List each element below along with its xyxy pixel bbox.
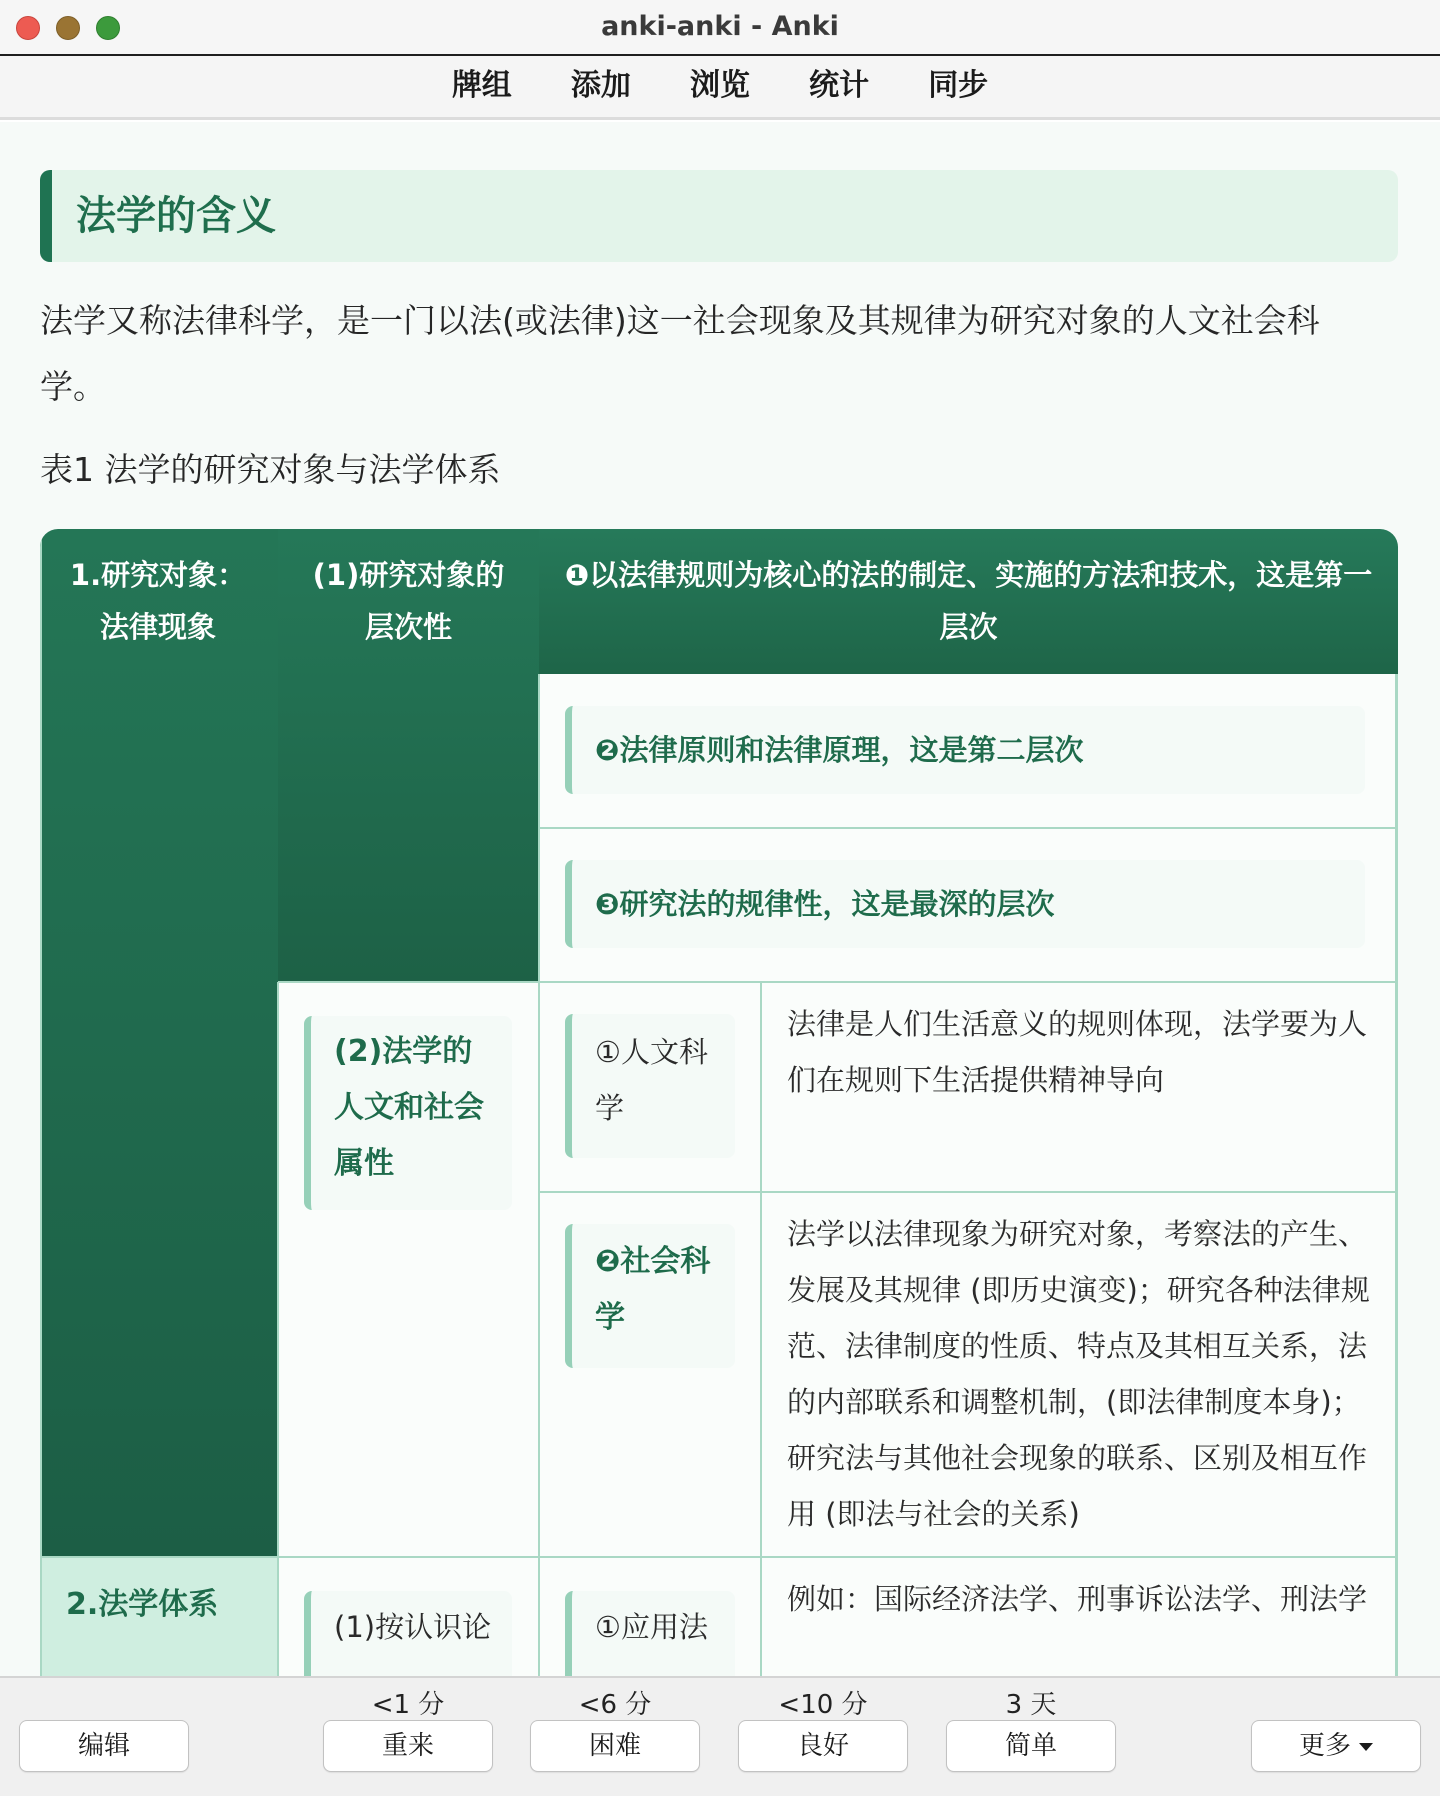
table-cell-epistemology: (1)按认识论 xyxy=(278,1557,539,1676)
edit-button[interactable]: 编辑 xyxy=(19,1720,189,1772)
easy-button[interactable]: 简单 xyxy=(946,1720,1116,1772)
nav-decks[interactable]: 牌组 xyxy=(451,68,512,103)
nav-stats[interactable]: 统计 xyxy=(809,68,870,103)
top-toolbar xyxy=(0,56,1440,120)
card-heading-text: 法学的含义 xyxy=(76,193,276,239)
table-cell-social-desc: 法学以法律现象为研究对象，考察法的产生、发展及其规律 (即历史演变)；研究各种法律规范、法律制度的性质、特点及其相互关系，法的内部联系和调整机制，(即法律制度本身)；研究法与其他社会现象的联系、区别及相互作用 (即法与社会的关系) xyxy=(761,1192,1398,1557)
hard-button[interactable]: 困难 xyxy=(530,1720,700,1772)
nav-add[interactable]: 添加 xyxy=(570,68,631,103)
table-caption: 表1 法学的研究对象与法学体系 xyxy=(40,450,501,489)
table-cell-social-science: ❷社会科学 xyxy=(539,1192,761,1557)
more-button-label: 更多 xyxy=(1298,1731,1351,1761)
table-cell-level-two: ❷法律原则和法律原理，这是第二层次 xyxy=(539,674,1396,828)
good-button[interactable]: 良好 xyxy=(738,1720,908,1772)
due-good: <10 分 xyxy=(778,1690,868,1720)
study-table xyxy=(40,529,1398,1676)
table-cell-humanities: ①人文科学 xyxy=(539,982,761,1192)
due-hard: <6 分 xyxy=(578,1690,652,1720)
card-content[interactable] xyxy=(0,122,1440,1676)
again-button[interactable]: 重来 xyxy=(323,1720,493,1772)
card-heading xyxy=(40,170,1398,262)
more-button[interactable] xyxy=(1251,1720,1421,1772)
table-cell-level-one: ❶以法律规则为核心的法的制定、实施的方法和技术，这是第一层次 xyxy=(539,529,1398,674)
nav-browse[interactable]: 浏览 xyxy=(690,68,750,103)
table-cell-applied-law: ①应用法 xyxy=(539,1557,761,1676)
nav-sync[interactable]: 同步 xyxy=(928,68,989,103)
table-cell-legal-system: 2.法学体系 xyxy=(40,1557,278,1676)
table-cell-hierarchy: (1)研究对象的层次性 xyxy=(278,529,539,982)
window-titlebar xyxy=(0,0,1440,56)
table-cell-humanities-social: (2)法学的人文和社会属性 xyxy=(278,982,539,1557)
card-paragraph: 法学又称法律科学，是一门以法(或法律)这一社会现象及其规律为研究对象的人文社会科学。 xyxy=(40,301,1320,406)
table-cell-research-object: 1.研究对象：法律现象 xyxy=(40,529,278,1557)
chevron-down-icon xyxy=(1359,1743,1373,1751)
table-cell-level-three: ❸研究法的规律性，这是最深的层次 xyxy=(539,828,1396,982)
table-cell-applied-desc: 例如：国际经济法学、刑事诉讼法学、刑法学 xyxy=(761,1557,1398,1676)
table-cell-humanities-desc: 法律是人们生活意义的规则体现，法学要为人们在规则下生活提供精神导向 xyxy=(761,982,1398,1192)
due-easy: 3 天 xyxy=(1005,1690,1057,1720)
due-again: <1 分 xyxy=(371,1690,445,1720)
window-title: anki-anki - Anki xyxy=(601,11,839,42)
answer-bar xyxy=(0,1676,1440,1796)
